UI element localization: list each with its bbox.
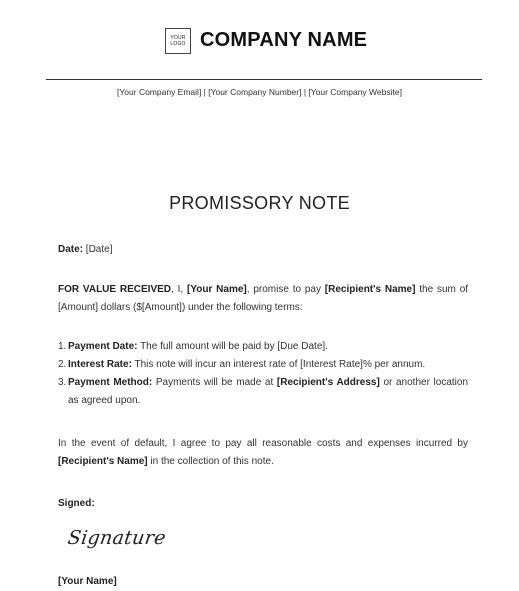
date-label: Date: <box>58 244 84 255</box>
intro-recipient-name: [Recipient's Name] <box>324 284 416 295</box>
intro-text-3: the sum of [Amount] dollars ($[Amount]) under the following terms: <box>58 284 469 313</box>
term-text: Payments will be made at <box>152 377 277 388</box>
intro-paragraph <box>58 281 468 317</box>
date-line <box>58 241 112 259</box>
term-label: Payment Method: <box>68 377 153 388</box>
default-clause <box>58 435 468 471</box>
date-value: [Date] <box>85 244 113 255</box>
your-name-label: [Your Name] <box>58 576 117 587</box>
term-label: Interest Rate: <box>68 359 132 370</box>
logo-text-bottom: LOGO <box>170 41 186 47</box>
default-recipient-name: [Recipient's Name] <box>58 456 148 467</box>
company-name: COMPANY NAME <box>200 29 368 51</box>
header-divider <box>46 79 482 80</box>
term-text: This note will incur an interest rate of [Interest Rate]% per annum. <box>131 359 426 370</box>
term-text-end: or another location as agreed upon. <box>68 377 469 406</box>
intro-your-name: [Your Name] <box>186 284 247 295</box>
company-logo <box>165 28 191 54</box>
intro-text-1: , I, <box>171 284 187 295</box>
default-text-1: In the event of default, I agree to pay all reasonable costs and expenses incurred by <box>58 438 468 449</box>
term-label: Payment Date: <box>68 341 138 352</box>
term-number: 3. <box>58 377 67 388</box>
logo-text-top: YOUR <box>170 35 186 41</box>
term-item-interest-rate <box>58 356 468 374</box>
intro-text-2: , promise to pay <box>246 284 325 295</box>
signature: Signature <box>66 527 168 549</box>
letterhead <box>0 28 519 58</box>
document-title: PROMISSORY NOTE <box>169 193 350 213</box>
term-number: 2. <box>58 359 67 370</box>
term-item-payment-date <box>58 338 468 356</box>
term-recipient-address: [Recipient's Address] <box>276 377 380 388</box>
company-contact-line: [Your Company Email] | [Your Company Number] | [Your Company Website] <box>117 87 402 97</box>
signed-label: Signed: <box>58 498 95 509</box>
intro-value-received: FOR VALUE RECEIVED <box>58 284 172 295</box>
default-text-2: in the collection of this note. <box>147 456 274 467</box>
term-item-payment-method <box>58 374 468 410</box>
term-number: 1. <box>58 341 67 352</box>
term-text: The full amount will be paid by [Due Date]. <box>137 341 328 352</box>
terms-list <box>58 338 468 410</box>
